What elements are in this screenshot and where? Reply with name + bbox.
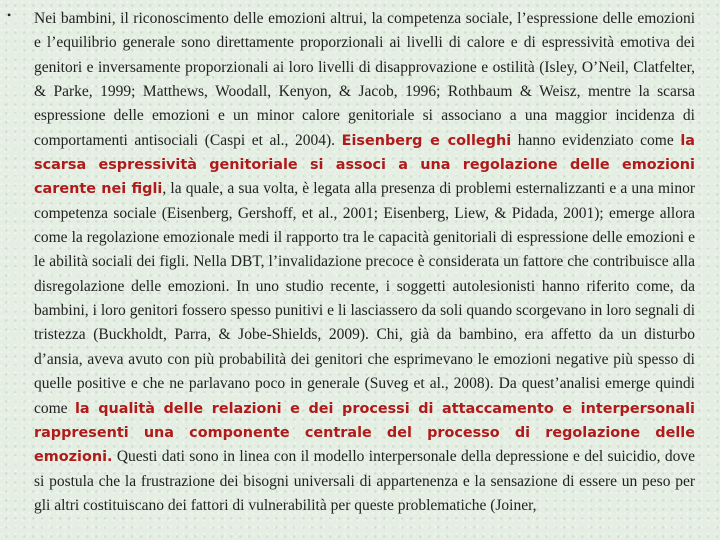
paragraph-text: hanno evidenziato come	[511, 131, 681, 149]
bullet-point: •	[7, 8, 12, 22]
paragraph-text: Nei bambini, il riconoscimento delle emozioni altrui, la competenza sociale, l’espressione delle emozioni e l’equilibrio generale sono direttamente proporzionali ai livelli di calore e di espressività emotiva dei genitori e inversamente proporzionali ai loro livelli di disapprovazione e ostilità (Isley, O’Neil, Clatfelter, & Parke, 1999; Matthews, Woodall, Kenyon, & Jacob, 1996; Rothbaum & Weisz, mentre la scarsa espressione delle emozioni e un minor calore genitoriale si associano a una maggior incidenza di comportamenti antisociali (Caspi et al., 2004).	[34, 10, 695, 149]
highlighted-text: Eisenberg e colleghi	[341, 132, 512, 149]
paragraph-text: , la quale, a sua volta, è legata alla presenza di problemi esternalizzanti e a una minor competenza sociale (Eisenberg, Gershoff, et al., 2001; Eisenberg, Liew, & Pidada, 2001); emerge allora come la regolazione emozionale medi il rapporto tra le capacità genitoriali di espressione delle emozioni e le abilità sociali dei figli. Nella DBT, l’invalidazione precoce è considerata un fattore che contribuisce alla disregolazione delle emozioni. In uno studio recente, i soggetti autolesionisti hanno riferito come, da bambini, i loro genitori fossero spesso punitivi e li lasciassero da soli quando scorgevano in loro segnali di tristezza (Buckholdt, Parra, & Jobe-Shields, 2009). Chi, già da bambino, era affetto da un disturbo d’ansia, aveva avuto con più probabilità dei genitori che esprimevano le emozioni negative più spesso di quelle positive e che ne parlavano poco in generale (Suveg et al., 2008). Da quest’analisi emerge quindi come	[34, 180, 696, 417]
body-paragraph	[34, 7, 695, 518]
paragraph-text: Questi dati sono in linea con il modello interpersonale della depressione e del suicidio, dove si postula che la frustrazione dei bisogni universali di appartenenza e la sensazione di essere un peso per gli altri costituiscano dei fattori di vulnerabilità per queste problematiche (Joiner,	[34, 448, 695, 514]
highlighted-text: la qualità delle relazioni e dei processi di attaccamento e interpersonali rappresenti una componente centrale del processo di regolazione delle emozioni.	[34, 400, 695, 466]
highlighted-text: la scarsa espressività genitoriale si associ a una regolazione delle emozioni carente nei figli	[34, 132, 695, 198]
